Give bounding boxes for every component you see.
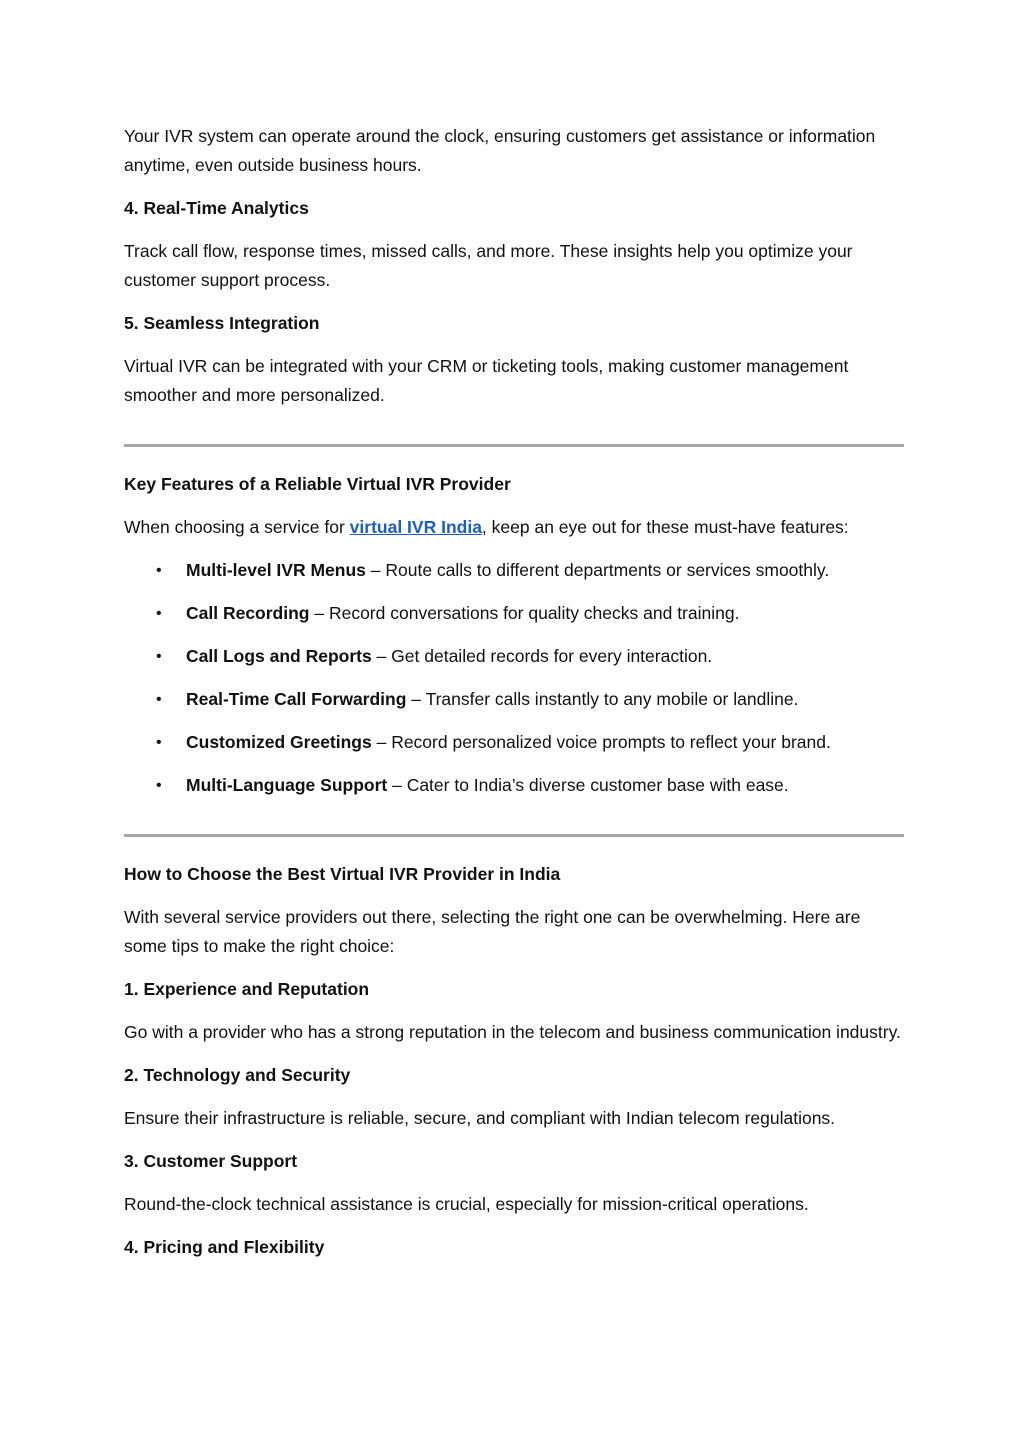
feature-name: Real-Time Call Forwarding: [186, 689, 407, 709]
feature-desc: – Transfer calls instantly to any mobile or landline.: [406, 689, 799, 709]
feature-desc: – Cater to India’s diverse customer base with ease.: [387, 775, 789, 795]
benefit-text-integration: Virtual IVR can be integrated with your CRM or ticketing tools, making customer management smoother and more personalized.: [124, 356, 849, 405]
intro-paragraph: Your IVR system can operate around the clock, ensuring customers get assistance or information anytime, even outside business hours.: [124, 126, 876, 175]
feature-desc: – Record conversations for quality checks and training.: [309, 603, 740, 623]
bullet-icon: •: [156, 562, 162, 579]
list-item: [124, 728, 904, 757]
key-features-intro: [124, 513, 904, 542]
choose-intro: With several service providers out there, selecting the right one can be overwhelming. Here are some tips to make the right choice:: [124, 907, 861, 956]
tip-heading-technology: 2. Technology and Security: [124, 1065, 351, 1085]
bullet-icon: •: [156, 648, 162, 665]
feature-name: Multi-Language Support: [186, 775, 388, 795]
key-features-intro-before: When choosing a service for: [124, 517, 350, 537]
section-divider: [124, 444, 904, 447]
feature-desc: – Get detailed records for every interaction.: [371, 646, 713, 666]
list-item: [124, 642, 904, 671]
feature-name: Call Recording: [186, 603, 310, 623]
bullet-icon: •: [156, 605, 162, 622]
feature-name: Call Logs and Reports: [186, 646, 372, 666]
key-features-intro-after: , keep an eye out for these must-have features:: [481, 517, 849, 537]
tip-heading-support: 3. Customer Support: [124, 1151, 298, 1171]
feature-desc: – Record personalized voice prompts to reflect your brand.: [371, 732, 831, 752]
list-item: [124, 556, 904, 585]
feature-name: Customized Greetings: [186, 732, 372, 752]
virtual-ivr-india-link[interactable]: virtual IVR India: [349, 517, 482, 537]
bullet-icon: •: [156, 777, 162, 794]
feature-desc: – Route calls to different departments or services smoothly.: [365, 560, 830, 580]
bullet-icon: •: [156, 691, 162, 708]
tip-text-technology: Ensure their infrastructure is reliable, secure, and compliant with Indian telecom regulations.: [124, 1108, 836, 1128]
tip-heading-pricing: 4. Pricing and Flexibility: [124, 1237, 325, 1257]
benefit-heading-integration: 5. Seamless Integration: [124, 313, 320, 333]
tip-text-support: Round-the-clock technical assistance is crucial, especially for mission-critical operations.: [124, 1194, 809, 1214]
list-item: [124, 599, 904, 628]
list-item: [124, 685, 904, 714]
feature-name: Multi-level IVR Menus: [186, 560, 366, 580]
benefit-heading-analytics: 4. Real-Time Analytics: [124, 198, 309, 218]
feature-list: [124, 556, 904, 800]
section-divider: [124, 834, 904, 837]
benefit-text-analytics: Track call flow, response times, missed calls, and more. These insights help you optimize your customer support process.: [124, 241, 853, 290]
bullet-icon: •: [156, 734, 162, 751]
choose-heading: How to Choose the Best Virtual IVR Provider in India: [124, 864, 561, 884]
page-content: [124, 122, 904, 1276]
tip-heading-experience: 1. Experience and Reputation: [124, 979, 370, 999]
list-item: [124, 771, 904, 800]
tip-text-experience: Go with a provider who has a strong reputation in the telecom and business communication industry.: [124, 1022, 901, 1042]
key-features-heading: Key Features of a Reliable Virtual IVR Provider: [124, 474, 511, 494]
